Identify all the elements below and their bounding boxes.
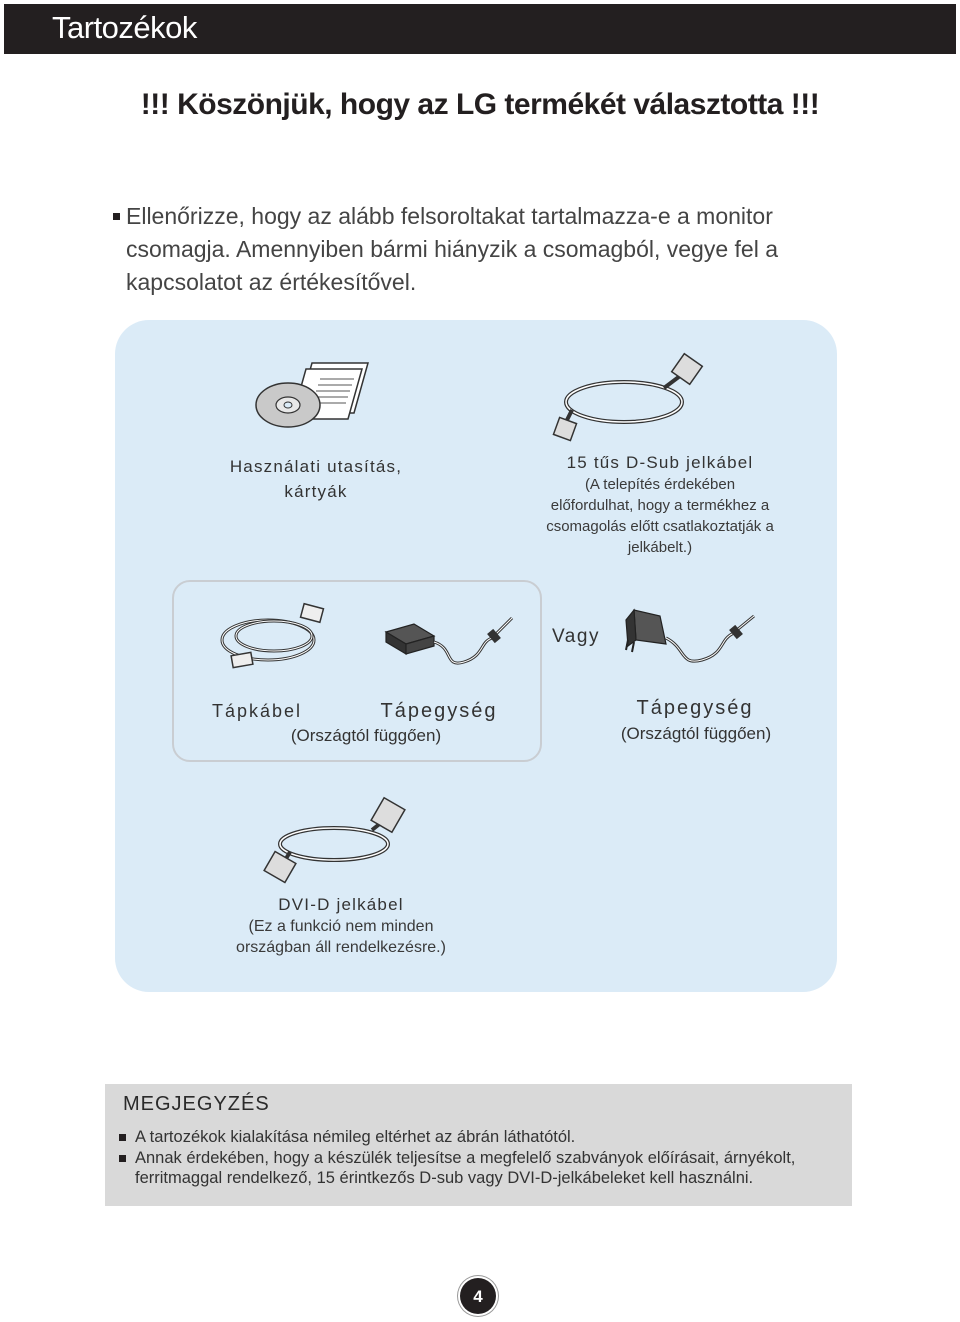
note-item-1: A tartozékok kialakítása némileg eltérhet az ábrán láthatótól. [135,1128,576,1146]
dsub-desc-line-1: (A telepítés érdekében [584,476,736,493]
dvi-cable-icon [262,800,412,882]
header-bar [4,4,956,54]
dsub-desc-line-2: előfordulhat, hogy a termékhez a [550,497,770,514]
dsub-title: 15 tűs D-Sub jelkábel [566,453,754,472]
power-unit-caption-2: Tápegység [636,697,754,719]
page-title: Tartozékok [52,10,197,45]
cd-and-manuals-icon [250,355,380,435]
dvi-desc-line-2: országban áll rendelkezésre.) [236,939,446,956]
intro-line-3: kapcsolatot az értékesítővel. [126,269,417,295]
dsub-cable-icon [552,352,712,444]
power-cable-icon [218,604,336,670]
wall-adapter-icon [620,604,760,670]
manual-caption-line-2: kártyák [284,482,348,501]
note-item-2-line-1: Annak érdekében, hogy a készülék teljesítse a megfelelő szabványok előírásait, árnyékolt, [135,1149,796,1167]
note-bullet-1 [119,1134,126,1141]
thank-you-heading: !!! Köszönjük, hogy az LG termékét választotta !!! [140,88,820,121]
dsub-caption [520,452,800,558]
note-item-2-line-2: ferritmaggal rendelkező, 15 érintkezős D-sub vagy DVI-D-jelkábeleket kell használni. [135,1169,754,1187]
intro-bullet [113,213,120,220]
dsub-desc-line-3: csomagolás előtt csatlakoztatják a [546,518,774,535]
intro-paragraph [126,200,846,299]
note-item-2 [135,1148,835,1188]
intro-line-1: Ellenőrizze, hogy az alább felsoroltakat tartalmazza-e a monitor [126,203,773,229]
power-unit-caption-1: Tápegység [380,700,498,722]
country-note-2: (Országtól függően) [620,724,772,743]
country-note-1: (Országtól függően) [290,726,442,745]
intro-line-2: csomagja. Amennyiben bármi hiányzik a csomagból, vegye fel a [126,236,779,262]
note-bullet-2 [119,1155,126,1162]
dsub-desc-line-4: jelkábelt.) [627,539,693,556]
dvi-caption [216,894,466,958]
power-cable-caption: Tápkábel [212,701,303,721]
power-adapter-icon [384,612,518,672]
page-number-badge: 4 [460,1278,496,1314]
dvi-title: DVI-D jelkábel [278,895,404,914]
or-label: Vagy [552,626,600,647]
dvi-desc-line-1: (Ez a funkció nem minden [248,918,434,935]
manual-caption [200,454,432,504]
note-heading: MEGJEGYZÉS [123,1093,270,1115]
manual-caption-line-1: Használati utasítás, [229,457,403,476]
